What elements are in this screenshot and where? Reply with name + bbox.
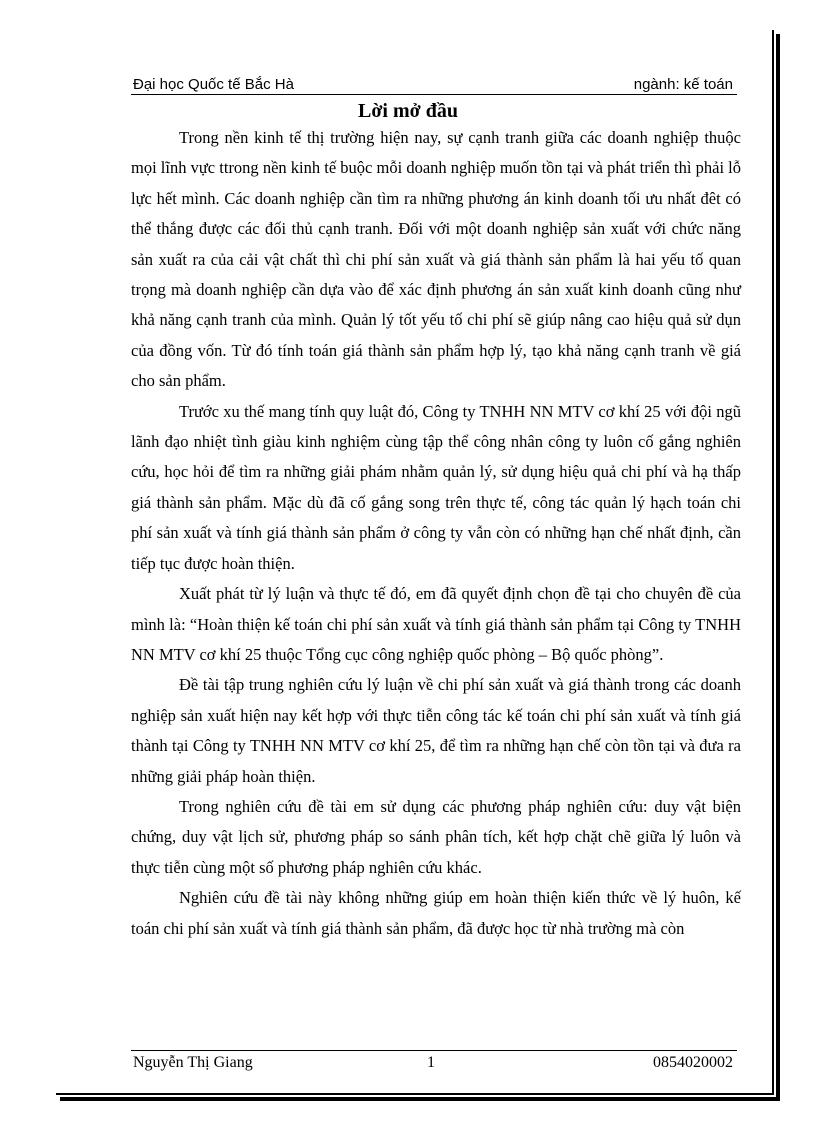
page-border-right-shadow — [776, 34, 780, 1097]
document-body — [131, 123, 741, 944]
paragraph-2: Trước xu thế mang tính quy luật đó, Công ty TNHH NN MTV cơ khí 25 với đội ngũ lãnh đạo nhiệt tình giàu kinh nghiệm cùng tập thể công nhân công ty luôn cố gắng nghiên cứu, học hỏi để tìm ra những giải phám nhằm quản lý, sử dụng hiệu quả chi phí và hạ thấp giá thành sản phẩm. Mặc dù đã cố gắng song trên thực tế, công tác quản lý hạch toán chi phí sản xuất và tính giá thành sản phẩm ở công ty vẫn còn có những hạn chế nhất định, cần tiếp tục được hoàn thiện. — [131, 401, 741, 573]
header-university: Đại học Quốc tế Bắc Hà — [133, 76, 294, 93]
page-header — [131, 74, 737, 96]
paragraph-1: Trong nền kinh tế thị trường hiện nay, sự cạnh tranh giữa các doanh nghiệp thuộc mọi lĩnh vực ttrong nền kinh tế buộc mỗi doanh nghiệp muốn tồn tại và phát triển thì phải lỗ lực hết mình. Các doanh nghiệp cần tìm ra những phương án kinh doanh tối ưu nhất đêt có thể thắng được các đối thủ cạnh tranh. Đối với một doanh nghiệp sản xuất với chức năng sản xuất ra của cải vật chất thì chi phí sản xuất và giá thành sản phẩm là hai yếu tố quan trọng mà doanh nghiệp cần dựa vào để xác định phương án sản xuất kinh doanh cũng như khả năng cạnh tranh của mình. Quản lý tốt yếu tố chi phí sẽ giúp nâng cao hiệu quả sử dụn của đồng vốn. Từ đó tính toán giá thành sản phẩm hợp lý, tạo khả năng cạnh tranh về giá cho sản phẩm. — [131, 128, 741, 391]
header-major: ngành: kế toán — [633, 76, 733, 93]
footer-student-id: 0854020002 — [653, 1054, 733, 1071]
paragraph-4: Đề tài tập trung nghiên cứu lý luận về chi phí sản xuất và giá thành trong các doanh nghiệp sản xuất hiện nay kết hợp với thực tiễn công tác kế toán chi phí sản xuất và tính giá thành tại Công ty TNHH NN MTV cơ khí 25, để tìm ra những hạn chế còn tồn tại và đưa ra những giải pháp hoàn thiện. — [131, 675, 741, 786]
page-border-right — [772, 30, 774, 1093]
page-title: Lời mở đầu — [358, 100, 458, 122]
page-number: 1 — [427, 1054, 435, 1071]
page-border-bottom-shadow — [60, 1097, 780, 1101]
paragraph-5: Trong nghiên cứu đề tài em sử dụng các phương pháp nghiên cứu: duy vật biện chứng, duy vật lịch sử, phương pháp so sánh phân tích, kết hợp chặt chẽ giữa lý luôn và thực tiễn cùng một số phương pháp nghiên cứu khác. — [131, 796, 741, 877]
footer-author: Nguyễn Thị Giang — [133, 1054, 253, 1071]
page-border-bottom — [56, 1093, 774, 1095]
footer-rule — [131, 1050, 737, 1051]
page-footer — [131, 1040, 737, 1080]
paragraph-6: Nghiên cứu đề tài này không những giúp em hoàn thiện kiến thức về lý huôn, kế toán chi phí sản xuất và tính giá thành sản phẩm, đã được học từ nhà trường mà còn — [131, 888, 741, 938]
paragraph-3: Xuất phát từ lý luận và thực tế đó, em đã quyết định chọn đề tại cho chuyên đề của mình là: “Hoàn thiện kế toán chi phí sản xuất và tính giá thành sản phẩm tại Công ty TNHH NN MTV cơ khí 25 thuộc Tổng cục công nghiệp quốc phòng – Bộ quốc phòng”. — [131, 584, 741, 664]
header-rule — [131, 94, 737, 95]
